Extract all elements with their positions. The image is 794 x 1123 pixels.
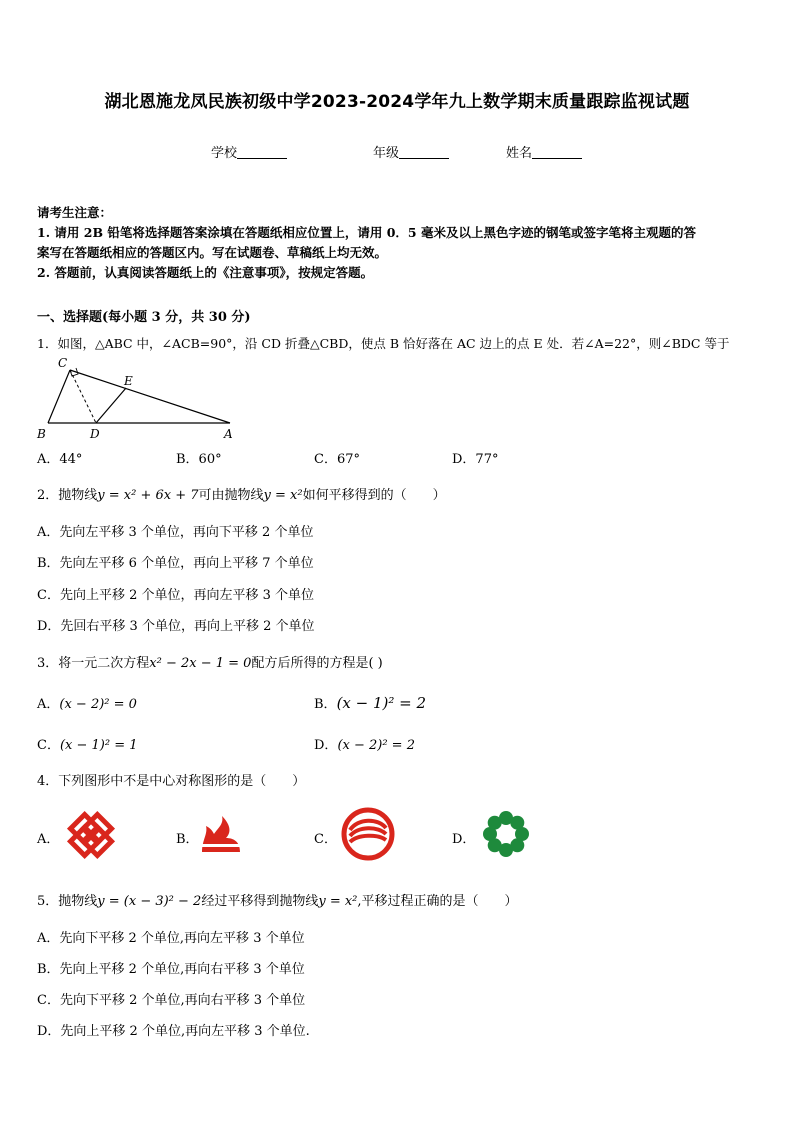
q4-option-d-flower-logo	[478, 806, 534, 862]
q3-option-a-label: A．	[37, 697, 60, 712]
q5-prefix: 5．抛物线	[37, 894, 98, 909]
q3-option-d-expr: (x − 2)² = 2	[337, 738, 415, 753]
question-1-stem: 1．如图，△ABC 中，∠ACB=90°，沿 CD 折叠△CBD，使点 B 恰好落在 AC 边上的点 E 处．若∠A=22°，则∠BDC 等于	[37, 336, 730, 351]
q1-option-a: A．44°	[37, 452, 83, 467]
q1-option-c: C．67°	[314, 452, 360, 467]
q5-expression-2: y = x²	[318, 894, 358, 909]
q3-option-b-expr: (x − 1)² = 2	[336, 694, 427, 712]
q4-option-a-label: A．	[37, 832, 60, 847]
label-e: E	[124, 374, 133, 388]
q3-option-c-label: C．	[37, 738, 60, 753]
notice-block	[37, 203, 762, 283]
notice-item-1-line-2: 案写在答题纸相应的答题区内。写在试题卷、草稿纸上均无效。	[37, 245, 388, 260]
school-label: 学校	[211, 146, 238, 161]
q2-prefix: 2．抛物线	[37, 488, 98, 503]
q1-option-d: D．77°	[452, 452, 499, 467]
q5-option-c: C．先向下平移 2 个单位,再向右平移 3 个单位	[37, 993, 306, 1008]
q5-middle: 经过平移得到抛物线	[201, 894, 319, 909]
school-field	[211, 142, 287, 161]
q2-option-c: C．先向上平移 2 个单位，再向左平移 3 个单位	[37, 588, 315, 603]
q2-option-d: D．先回右平移 3 个单位，再向上平移 2 个单位	[37, 619, 315, 634]
label-c: C	[58, 356, 68, 370]
q3-option-c-expr: (x − 1)² = 1	[59, 738, 138, 753]
q4-option-a-knot-logo	[60, 804, 122, 866]
grade-blank	[399, 144, 449, 159]
q2-option-b: B．先向左平移 6 个单位，再向上平移 7 个单位	[37, 556, 314, 571]
question-5-stem	[37, 890, 518, 909]
q5-expression-1: y = (x − 3)² − 2	[97, 894, 202, 909]
q1-option-b: B．60°	[176, 452, 222, 467]
q3-option-d	[314, 734, 415, 753]
q3-prefix: 3．将一元二次方程	[37, 656, 150, 671]
notice-heading: 请考生注意：	[37, 205, 113, 220]
name-blank	[532, 144, 582, 159]
q5-option-d: D．先向上平移 2 个单位,再向左平移 3 个单位.	[37, 1024, 310, 1039]
question-4-stem: 4．下列图形中不是中心对称图形的是（ ）	[37, 774, 306, 789]
triangle-figure	[34, 352, 244, 442]
question-3-stem	[37, 652, 383, 671]
q4-option-b-flame-logo	[196, 808, 246, 858]
name-label: 姓名	[506, 146, 533, 161]
q2-option-a: A．先向左平移 3 个单位，再向下平移 2 个单位	[37, 525, 314, 540]
q2-middle: 可由抛物线	[198, 488, 264, 503]
grade-label: 年级	[373, 146, 400, 161]
page-title: 湖北恩施龙凤民族初级中学2023-2024学年九上数学期末质量跟踪监视试题	[104, 92, 690, 112]
q2-suffix: 如何平移得到的（ ）	[302, 488, 446, 503]
q3-option-a	[37, 693, 137, 712]
school-blank	[237, 144, 287, 159]
q5-option-a: A．先向下平移 2 个单位,再向左平移 3 个单位	[37, 931, 305, 946]
label-a: A	[224, 427, 233, 441]
q4-option-b-label: B．	[176, 832, 199, 847]
question-2-stem	[37, 484, 446, 503]
q5-option-b: B．先向上平移 2 个单位,再向右平移 3 个单位	[37, 962, 305, 977]
notice-item-2: 2. 答题前，认真阅读答题纸上的《注意事项》，按规定答题。	[37, 265, 374, 280]
q3-option-a-expr: (x − 2)² = 0	[59, 697, 137, 712]
q3-option-d-label: D．	[314, 738, 338, 753]
q3-expression: x² − 2x − 1 = 0	[149, 656, 252, 671]
label-b: B	[37, 427, 46, 441]
q2-expression-1: y = x² + 6x + 7	[97, 488, 199, 503]
q4-option-c-swirl-logo	[336, 802, 400, 866]
q3-option-c	[37, 734, 138, 753]
q3-option-b	[314, 693, 426, 712]
notice-item-1-line-1: 1. 请用 2B 铅笔将选择题答案涂填在答题纸相应位置上，请用 0．5 毫米及以上黑色字迹的钢笔或签字笔将主观题的答	[37, 225, 696, 240]
q5-suffix: ,平移过程正确的是（ ）	[357, 894, 518, 909]
q3-suffix: 配方后所得的方程是( )	[251, 656, 383, 671]
label-d: D	[90, 427, 100, 441]
section-heading: 一、选择题(每小题 3 分，共 30 分)	[37, 310, 251, 325]
name-field	[506, 142, 582, 161]
grade-field	[373, 142, 449, 161]
q3-option-b-label: B．	[314, 697, 337, 712]
q4-option-c-label: C．	[314, 832, 337, 847]
q2-expression-2: y = x²	[263, 488, 303, 503]
q4-option-d-label: D．	[452, 832, 476, 847]
